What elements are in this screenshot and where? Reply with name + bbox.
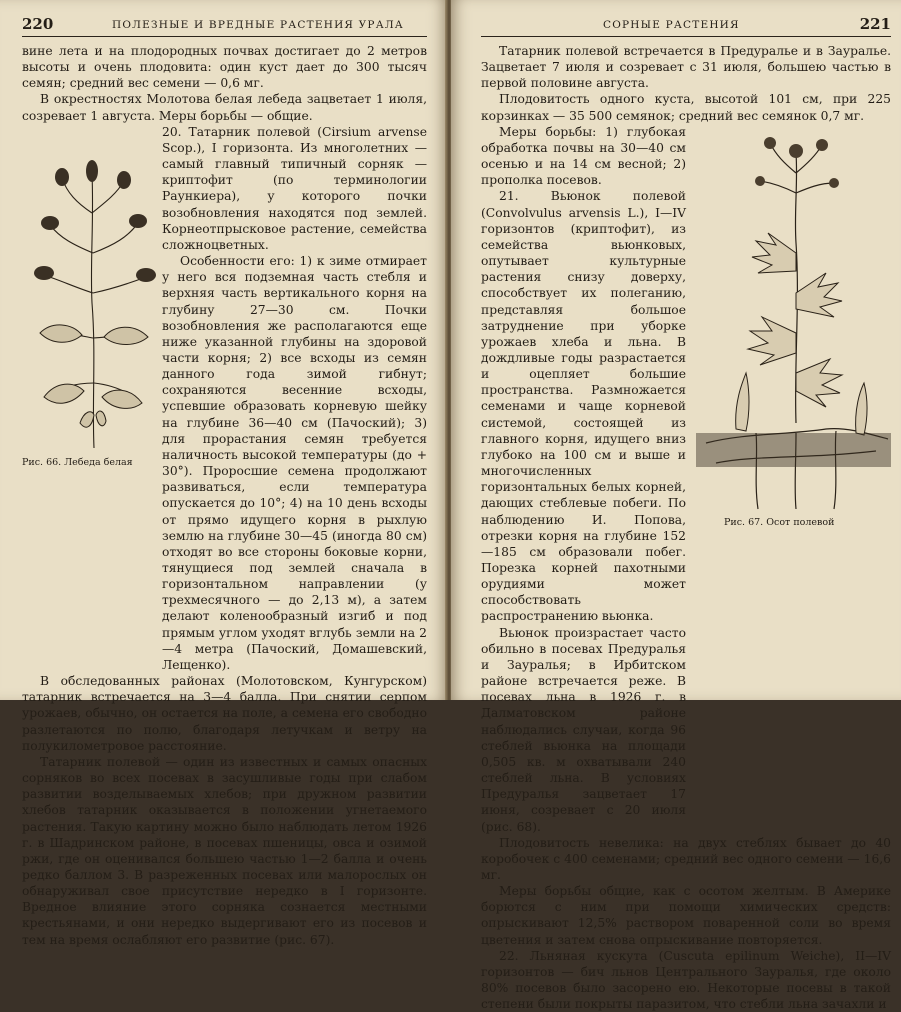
paragraph: вине лета и на плодородных почвах достигает до 2 метров высоты и очень плодовита: один куст дает до 300 тысяч семян; средний вес семени — 0,6 мг. — [22, 44, 427, 91]
paragraph: 21. Вьюнок полевой (Convolvulus arvensis L.), I—IV горизонтов (криптофит), из семейства вьюнковых, опутывает культурные растения снизу доверху, способствует их полеганию, представляя большое затруднение при уборке урожаев хлеба и льна. В дождливые годы разрастается и оцепляет большие пространства. Размножается семенами и чаще корневой системой, состоящей из главного корня, идущего вниз глубоко на 100 см и выше и многочисленных горизонтальных белых корней, дающих стеблевые побеги. По наблюдению И. Попова, отрезки корня на глубине 152—185 см образовали побег. Порезка корней пахотными орудиями может способствовать распространению вьюнка. — [481, 189, 686, 624]
thistle-plant-drawing-icon — [696, 133, 891, 511]
right-page — [451, 0, 901, 1012]
paragraph: Татарник полевой встречается в Предуралье и в Зауралье. Зацветает 7 июля и созревает с 31 июля, большею частью в первой половине августа. — [481, 44, 891, 91]
right-page-body — [481, 43, 891, 1012]
paragraph: В обследованных районах (Молотовском, Кунгурском) татарник встречается на 3—4 балла. При снятии серпом урожаев, обычно, он остается на поле, а семена его свободно разлетаются по полю, благодаря летучкам и ветру на полукилометровое расстояние. — [22, 674, 427, 753]
right-page-header — [481, 14, 891, 37]
left-page-header — [22, 14, 427, 37]
right-running-title: СОРНЫЕ РАСТЕНИЯ — [603, 19, 740, 31]
figure-66-caption: Рис. 66. Лебеда белая — [22, 457, 133, 468]
left-running-title: ПОЛЕЗНЫЕ И ВРЕДНЫЕ РАСТЕНИЯ УРАЛА — [112, 19, 404, 31]
paragraph: 20. Татарник полевой (Cirsium arvense Scop.), I горизонта. Из многолетних — самый главный типичный сорняк — криптофит (по терминологии Раункиера), у которого почки возобновления находятся под землей. Корнеотпрысковое растение, семейства сложноцветных. — [162, 124, 427, 252]
left-page-body — [22, 43, 427, 948]
paragraph: 22. Льняная кускута (Cuscuta epilinum Weiche), II—IV горизонтов — бич льнов Центрального Зауралья, где около 80% посевов было засорено ею. Некоторые посевы в такой степени были покрыты паразитом, что стебли льна зачахли и — [481, 948, 891, 1012]
paragraph: Плодовитость одного куста, высотой 101 см, при 225 корзинках — 35 500 семянок; средний вес семянок 0,7 мг. — [481, 92, 891, 123]
figure-66 — [22, 153, 164, 473]
left-page — [0, 0, 447, 947]
paragraph: Татарник полевой — один из известных и самых опасных сорняков во всех посевах в засушливые годы при слабом развитии возделываемых хлебов; при дружном развитии хлебов татарник оказывается в положении угнетаемого растения. Такую картину можно было наблюдать летом 1926 г. в Шадринском районе, в посевах пшеницы, овса и озимой ржи, где он оценивался большею частью 1—2 балла и очень редко баллом 3. В разреженных посевах или малорослых он обнаруживал свое присутствие нередко в I горизонте. Вредное влияние этого сорняка сознается местными крестьянами, и они нередко выдергивают его из посевов и тем на время ослабляют его развитие (рис. 67). — [22, 754, 427, 947]
left-page-number: 220 — [22, 15, 54, 33]
paragraph: Вьюнок произрастает часто обильно в посевах Предуралья и Зауралья; в Ирбитском районе встречается реже. В посевах льна в 1926 г. в Далматовском районе наблюдались случаи, когда 96 стеблей вьюнка на площади 0,505 кв. м охватывали 240 стеблей льна. В условиях Предуралья зацветает 17 июня, созревает с 20 июля (рис. 68). — [481, 625, 686, 834]
figure-67-caption: Рис. 67. Осот полевой — [724, 517, 835, 528]
paragraph: Плодовитость невелика: на двух стеблях бывает до 40 коробочек с 400 семенами; средний вес одного семени — 16,6 мг. — [481, 835, 891, 882]
paragraph: Меры борьбы: 1) глубокая обработка почвы на 30—40 см осенью и на 14 см весной; 2) прополка посевов. — [481, 124, 686, 188]
figure-67 — [696, 133, 891, 533]
paragraph: Меры борьбы общие, как с осотом желтым. В Америке борются с ним при помощи химических средств: опрыскивают 12,5% раствором поваренной соли во время цветения и затем снова опрыскивание повторяется. — [481, 884, 891, 947]
paragraph: Особенности его: 1) к зиме отмирает у него вся подземная часть стебля и верхняя часть вертикального корня на глубину 27—30 см. Почки возобновления же располагаются еще ниже указанной глубины на здоровой части корня; 2) все всходы из семян данного года зимой гибнут; сохраняются весенние всходы, успевшие образовать корневую шейку на глубине 36—40 см (Пачоский); 3) для прорастания семян требуется наличность высокой температуры (до + 30°). Проросшие семена продолжают развиваться, если температура опускается до 10°; 4) на 10 день всходы от прямо идущего корня в рыхлую землю на глубине 30—45 (иногда 80 см) отходят во все стороны боковые корни, тянущиеся под землей сначала в горизонтальном направлении (у трехмесячного — до 2,13 м), а затем делают коленообразный изгиб и под прямым углом уходят вглубь земли на 2—4 метра (Пачоский, Домашевский, Лещенко). — [162, 254, 427, 672]
right-page-number: 221 — [859, 15, 891, 33]
paragraph: В окрестностях Молотова белая лебеда зацветает 1 июля, созревает 1 августа. Меры борьбы — общие. — [22, 92, 427, 123]
goosefoot-plant-drawing-icon — [22, 153, 164, 453]
